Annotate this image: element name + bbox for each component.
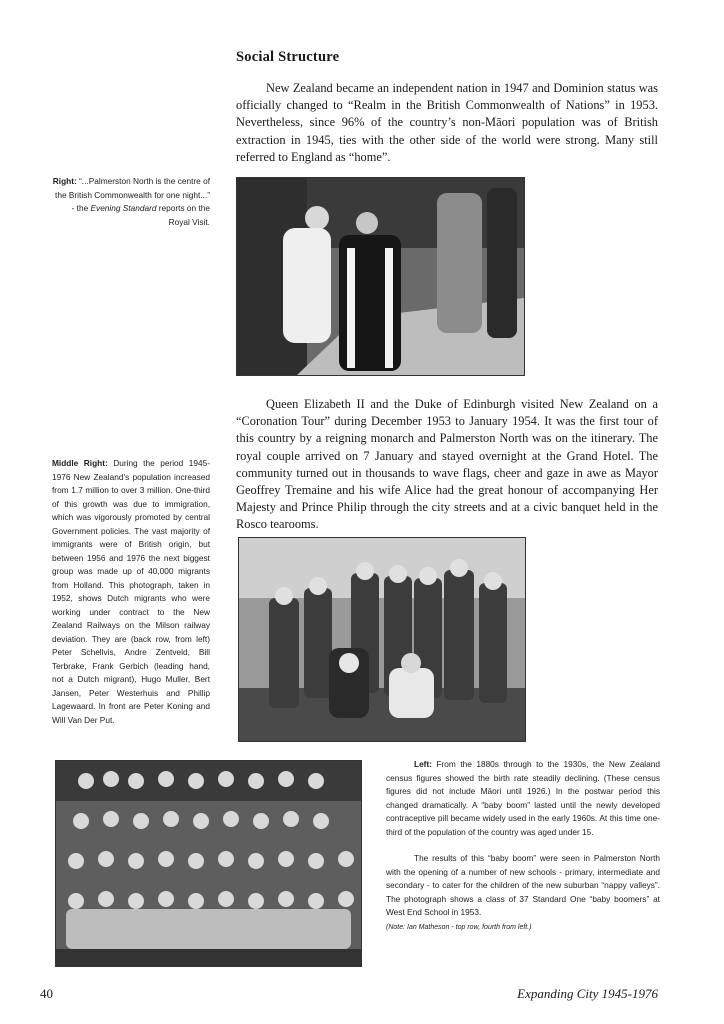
caption-paragraph-2: The results of this “baby boom” were seen in Palmerston North with the opening of a number of new schools - primary, intermediate and secondary - to cater for the children of the new suburban “nappy valleys”. The photograph shows a class of 37 Standard One “baby boomers” at West End School in 1953.: [386, 853, 660, 917]
photo-class-west-end-school: [55, 760, 362, 967]
caption-royal-visit: [52, 175, 210, 229]
caption-label: Right:: [52, 176, 77, 186]
caption-paragraph-1: [386, 758, 660, 839]
caption-text-end: reports on the Royal Visit.: [156, 203, 210, 227]
dutch-migrants-image: [239, 538, 525, 741]
class-photo-image: [56, 761, 361, 966]
caption-text: From the 1880s through to the 1930s, the New Zealand census figures showed the birth rate steadily declining. (These census figures did not include Māori until 1926.) In the postwar period this changed dramatically. A “baby boom” lasted until the newly developed contraceptive pill became widely used in the early 1960s. At this time one-third of the population of the country was aged under 15.: [386, 759, 660, 837]
photo-dutch-migrants: [238, 537, 526, 742]
caption-label: Left:: [414, 759, 432, 769]
body-paragraph-1: New Zealand became an independent nation in 1947 and Dominion status was officially changed to “Realm in the British Commonwealth of Nations” in 1953. Nevertheless, since 96% of the country’s non-Māori population was of British extraction in 1945, ties with the other side of the world were strong. Many still referred to England as “home”.: [236, 81, 658, 164]
caption-label: Middle Right:: [52, 458, 108, 468]
caption-baby-boom: [386, 758, 660, 933]
body-paragraph-2: Queen Elizabeth II and the Duke of Edinburgh visited New Zealand on a “Coronation Tour” during December 1953 to January 1954. It was the first tour of this country by a reigning monarch and Palmerston North was on the itinerary. The royal couple arrived on 7 January and stayed overnight at the Grand Hotel. The community turned out in thousands to wave flags, cheer and gaze in awe as Mayor Geoffrey Tremaine and his wife Alice had the great honour of accompanying Her Majesty and Prince Philip through the city streets and at a civic banquet held in the Rosco tearooms.: [236, 397, 658, 532]
caption-text: “...Palmerston North is the centre of the British Commonwealth for one night...” - the: [55, 176, 210, 213]
caption-source: Evening Standard: [90, 203, 157, 213]
caption-text: During the period 1945-1976 New Zealand’s population increased from 1.7 million to over 3 million. One-third of this growth was due to immigration, which was vigorously promoted by central Government policies. The vast majority of immigrants were of British origin, but between 1956 and 1976 the next biggest group was made up of 40,000 migrants from Holland. This photograph, taken in 1952, shows Dutch migrants who were working under contract to the New Zealand Railways on the Milson railway deviation. They are (back row, from left) Peter Schellvis, Andre Zentveld, Bill Terbrake, Frank Gerbich (leading hand, not a Dutch migrant), Hugo Muller, Bert Jansen, Peter Westerhuis and Phillip Lagewaard. In front are Peter Koning and Will Van Der Put.: [52, 458, 210, 725]
section-heading: Social Structure: [236, 49, 340, 65]
caption-note: (Note: Ian Matheson - top row, fourth from left.): [386, 923, 532, 931]
page-number: 40: [40, 986, 53, 1001]
caption-dutch-migrants: [52, 457, 210, 727]
photo-royal-visit: [236, 177, 525, 376]
book-title: Expanding City 1945-1976: [517, 986, 658, 1001]
royal-visit-image: [237, 178, 524, 375]
